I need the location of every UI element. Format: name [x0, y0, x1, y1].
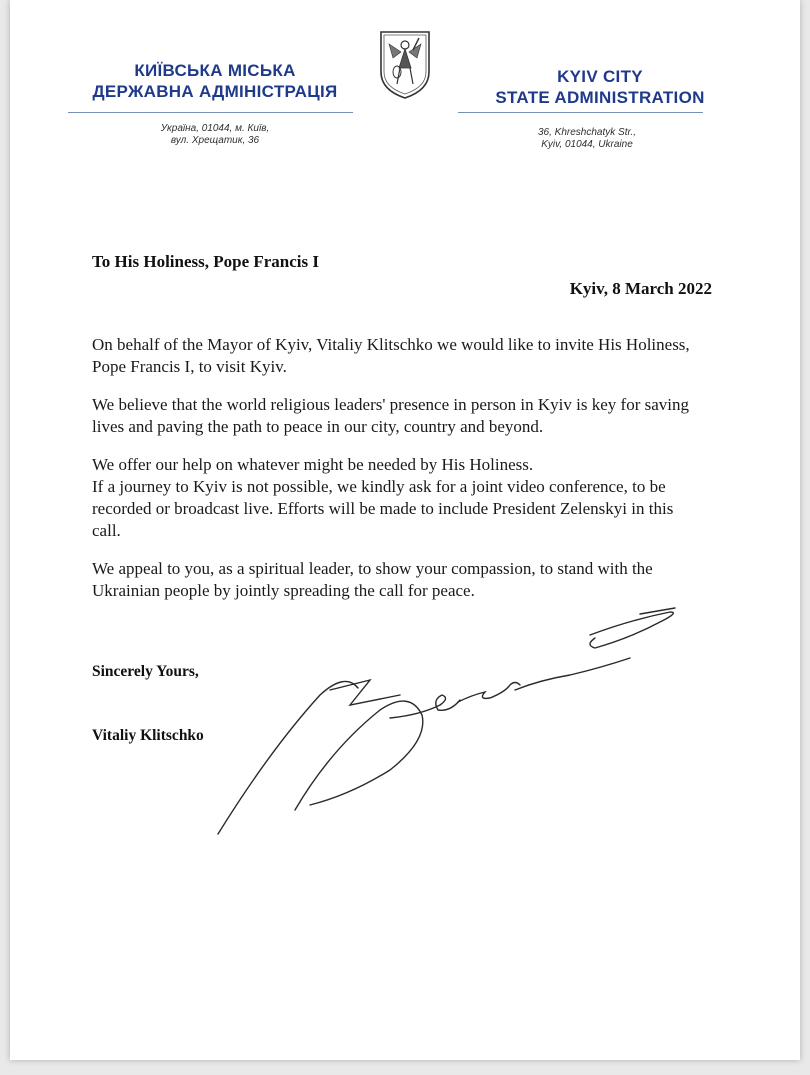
en-name-line2: STATE ADMINISTRATION [495, 88, 705, 107]
paragraph-belief [92, 394, 742, 438]
paragraph-appeal [92, 558, 742, 602]
en-address-line2: Kyiv, 01044, Ukraine [541, 139, 633, 150]
paragraph4-line2: Ukrainian people by jointly spreading the call for peace. [92, 581, 475, 600]
paragraph2-line2: lives and paving the path to peace in our city, country and beyond. [92, 417, 544, 436]
en-address-line1: 36, Khreshchatyk Str., [537, 127, 636, 138]
paragraph1-line1: On behalf of the Mayor of Kyiv, Vitaliy Klitschko we would like to invite His Holiness, [92, 335, 690, 354]
ua-name-line2: ДЕРЖАВНА АДМІНІСТРАЦІЯ [92, 82, 338, 101]
ukrainian-address [140, 123, 290, 147]
kyiv-coat-of-arms-icon [375, 28, 435, 100]
letter-closing: Sincerely Yours, [92, 663, 199, 680]
paragraph4-line1: We appeal to you, as a spiritual leader, to show your compassion, to stand with the [92, 559, 653, 578]
handwritten-signature-icon [210, 600, 690, 850]
paragraph3-line1: We offer our help on whatever might be needed by His Holiness. [92, 455, 534, 474]
english-address [522, 127, 652, 151]
ua-name-line1: КИЇВСЬКА МІСЬКА [134, 61, 296, 80]
paragraph-offer [92, 454, 742, 542]
ua-address-line2: вул. Хрещатик, 36 [170, 135, 260, 146]
paragraph3-line3: recorded or broadcast live. Efforts will be made to include President Zelenskyi in this [92, 499, 674, 518]
en-name-line1: KYIV CITY [557, 67, 643, 86]
signer-name: Vitaliy Klitschko [92, 727, 204, 744]
paragraph1-line2: Pope Francis I, to visit Kyiv. [92, 357, 287, 376]
paragraph3-line2: If a journey to Kyiv is not possible, we kindly ask for a joint video conference, to be [92, 477, 666, 496]
letterhead-ukrainian-name [70, 60, 360, 102]
letter-date: Kyiv, 8 March 2022 [569, 279, 712, 298]
paragraph2-line1: We believe that the world religious leaders' presence in person in Kyiv is key for saving [92, 395, 689, 414]
letter-recipient: To His Holiness, Pope Francis I [92, 252, 320, 271]
ua-address-line1: Україна, 01044, м. Київ, [160, 123, 270, 134]
letterhead-divider-right [458, 112, 703, 113]
letterhead-divider-left [68, 112, 353, 113]
paragraph3-line4: call. [92, 521, 121, 540]
letter-page [10, 0, 800, 1060]
paragraph-invitation [92, 334, 742, 378]
letter-body [92, 334, 742, 618]
letterhead-english-name [460, 66, 740, 108]
